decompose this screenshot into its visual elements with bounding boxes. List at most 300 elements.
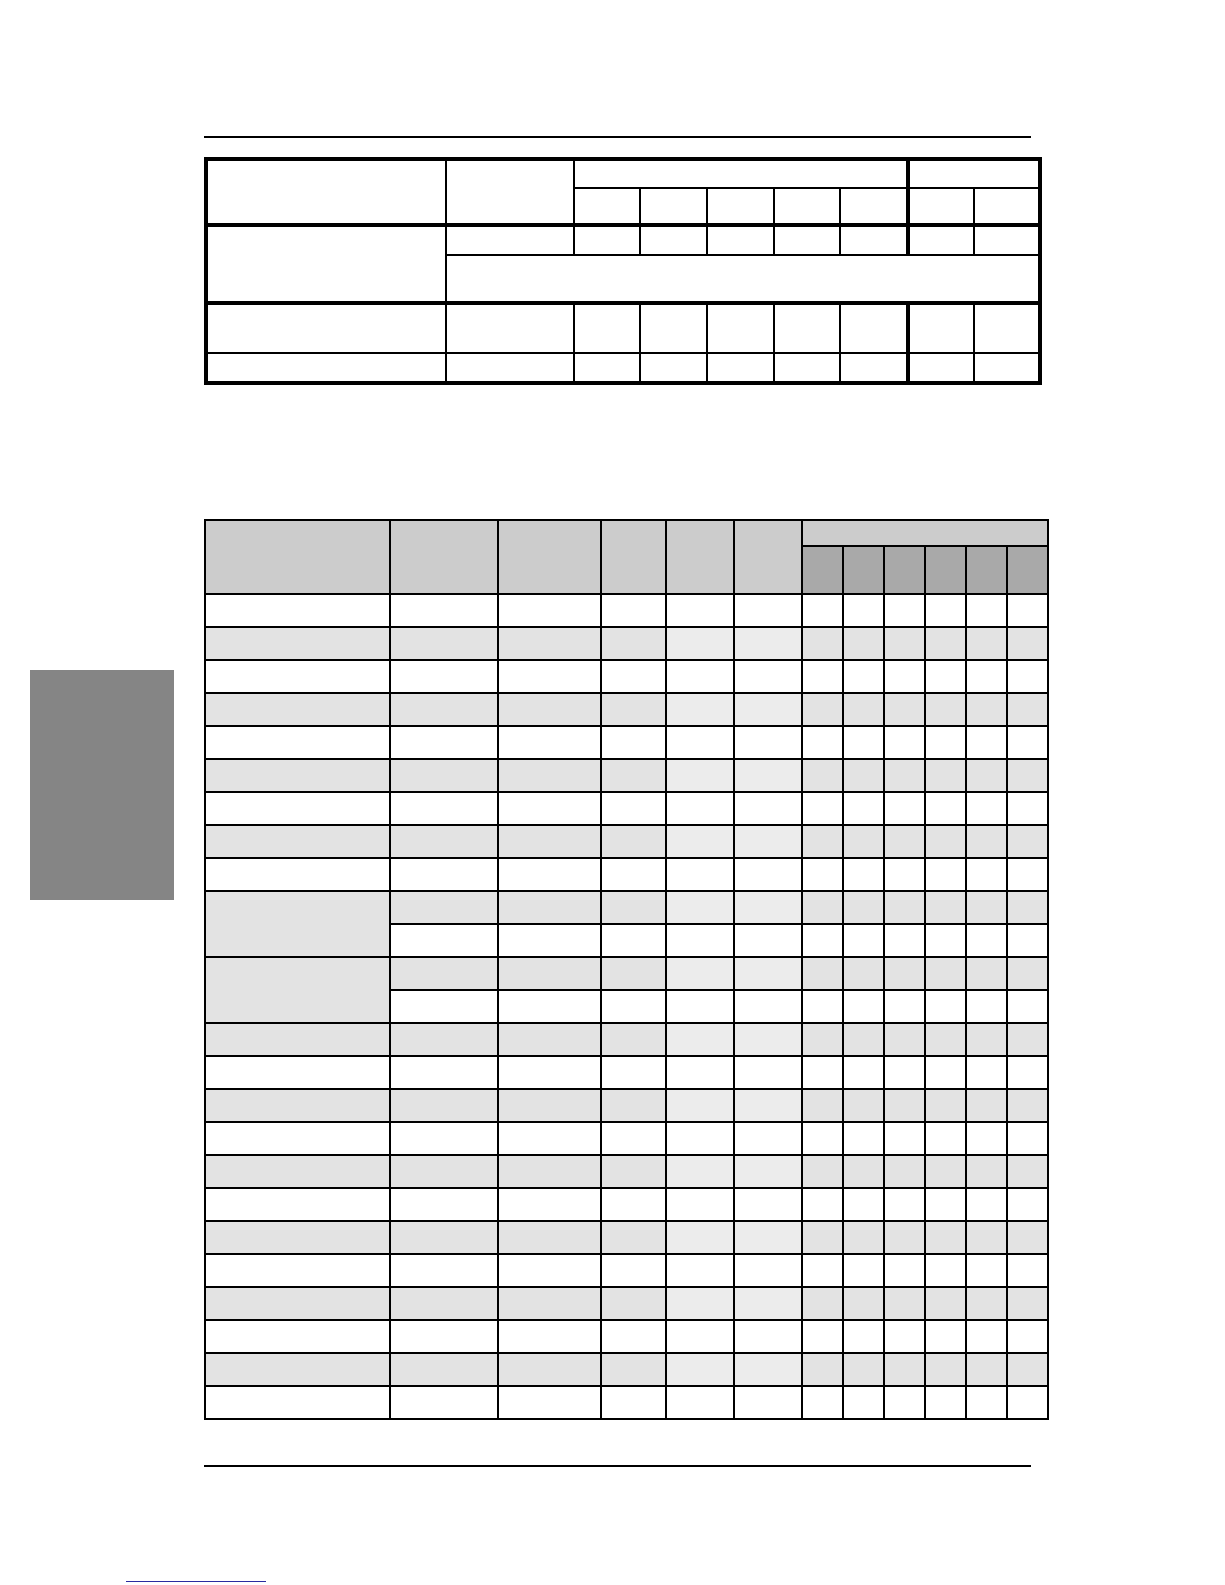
table-row <box>205 1353 1048 1386</box>
table-cell <box>884 1386 925 1419</box>
table-cell <box>843 957 884 990</box>
table-cell <box>390 792 498 825</box>
table-cell <box>1007 1254 1048 1287</box>
table-cell <box>925 1287 966 1320</box>
summary-row-label <box>206 353 446 383</box>
table-cell <box>966 759 1007 792</box>
table-cell <box>498 759 601 792</box>
summary-cell <box>707 303 774 353</box>
table-cell <box>802 825 843 858</box>
table-cell <box>843 1287 884 1320</box>
summary-cell <box>446 303 574 353</box>
table-cell <box>498 1155 601 1188</box>
table-cell <box>966 792 1007 825</box>
table-cell <box>390 891 498 924</box>
table-cell <box>666 957 734 990</box>
summary-subheader <box>974 188 1040 225</box>
table-cell <box>843 924 884 957</box>
table-cell <box>1007 1089 1048 1122</box>
table-cell <box>884 924 925 957</box>
detail-subheader <box>1007 546 1048 594</box>
table-cell <box>498 1254 601 1287</box>
table-cell <box>966 1320 1007 1353</box>
table-row <box>205 858 1048 891</box>
table-cell <box>966 660 1007 693</box>
table-cell <box>601 693 666 726</box>
summary-cell <box>774 225 840 255</box>
table-cell <box>925 1155 966 1188</box>
row-label <box>205 594 390 627</box>
summary-cell <box>446 353 574 383</box>
row-label <box>205 792 390 825</box>
table-cell <box>802 594 843 627</box>
table-cell <box>1007 594 1048 627</box>
table-cell <box>1007 1056 1048 1089</box>
table-cell <box>601 759 666 792</box>
table-cell <box>734 627 802 660</box>
summary-cell <box>840 225 908 255</box>
table-cell <box>843 825 884 858</box>
table-cell <box>666 1188 734 1221</box>
table-cell <box>390 957 498 990</box>
table-cell <box>802 792 843 825</box>
table-cell <box>1007 627 1048 660</box>
table-cell <box>966 1089 1007 1122</box>
table-row <box>205 1122 1048 1155</box>
table-cell <box>925 1254 966 1287</box>
table-cell <box>884 792 925 825</box>
table-cell <box>734 891 802 924</box>
table-cell <box>843 858 884 891</box>
table-cell <box>925 759 966 792</box>
table-cell <box>925 660 966 693</box>
table-cell <box>802 1056 843 1089</box>
table-row <box>205 825 1048 858</box>
table-cell <box>601 858 666 891</box>
row-label <box>205 1221 390 1254</box>
table-cell <box>601 792 666 825</box>
row-label <box>205 726 390 759</box>
table-row <box>205 1320 1048 1353</box>
table-cell <box>734 726 802 759</box>
summary-subheader <box>840 188 908 225</box>
row-label <box>205 1056 390 1089</box>
table-cell <box>925 1221 966 1254</box>
table-cell <box>498 1353 601 1386</box>
table-cell <box>843 1023 884 1056</box>
summary-header-group-a <box>574 159 908 188</box>
summary-cell <box>774 353 840 383</box>
table-cell <box>601 1221 666 1254</box>
table-cell <box>925 594 966 627</box>
table-cell <box>925 1320 966 1353</box>
summary-row-label <box>206 225 446 303</box>
table-cell <box>966 1188 1007 1221</box>
table-cell <box>884 693 925 726</box>
table-cell <box>884 1155 925 1188</box>
table-cell <box>498 693 601 726</box>
summary-cell <box>446 225 574 255</box>
table-cell <box>966 990 1007 1023</box>
summary-note <box>446 255 1040 303</box>
table-row <box>205 660 1048 693</box>
table-cell <box>966 1386 1007 1419</box>
summary-cell <box>840 303 908 353</box>
detail-header-col <box>390 520 498 594</box>
summary-cell <box>908 353 974 383</box>
table-cell <box>1007 957 1048 990</box>
table-cell <box>601 957 666 990</box>
table-cell <box>884 627 925 660</box>
table-cell <box>390 1320 498 1353</box>
table-cell <box>601 825 666 858</box>
table-row <box>205 759 1048 792</box>
table-cell <box>390 594 498 627</box>
table-cell <box>884 1023 925 1056</box>
row-label <box>205 693 390 726</box>
table-cell <box>802 1353 843 1386</box>
summary-subheader <box>640 188 707 225</box>
table-cell <box>390 1386 498 1419</box>
table-cell <box>925 1089 966 1122</box>
summary-cell <box>840 353 908 383</box>
table-cell <box>802 990 843 1023</box>
table-cell <box>601 1188 666 1221</box>
table-cell <box>498 858 601 891</box>
table-row <box>205 891 1048 924</box>
table-cell <box>802 1287 843 1320</box>
table-cell <box>666 759 734 792</box>
row-label <box>205 1287 390 1320</box>
table-cell <box>925 1386 966 1419</box>
table-cell <box>884 726 925 759</box>
table-cell <box>802 693 843 726</box>
table-cell <box>666 627 734 660</box>
table-cell <box>802 1386 843 1419</box>
table-cell <box>601 594 666 627</box>
table-cell <box>802 1155 843 1188</box>
summary-cell <box>974 303 1040 353</box>
table-cell <box>884 825 925 858</box>
table-cell <box>925 1188 966 1221</box>
table-cell <box>1007 660 1048 693</box>
table-cell <box>925 1122 966 1155</box>
table-cell <box>925 627 966 660</box>
table-cell <box>884 1254 925 1287</box>
table-cell <box>734 1386 802 1419</box>
table-cell <box>390 726 498 759</box>
summary-row-label <box>206 303 446 353</box>
table-cell <box>966 1221 1007 1254</box>
detail-header-col <box>205 520 390 594</box>
table-cell <box>884 1188 925 1221</box>
table-cell <box>666 1386 734 1419</box>
row-label <box>205 957 390 1023</box>
row-label <box>205 1188 390 1221</box>
table-cell <box>802 759 843 792</box>
table-cell <box>666 594 734 627</box>
table-cell <box>390 1287 498 1320</box>
summary-subheader <box>574 188 640 225</box>
table-cell <box>1007 990 1048 1023</box>
table-cell <box>666 792 734 825</box>
row-label <box>205 1023 390 1056</box>
table-cell <box>390 1221 498 1254</box>
table-cell <box>666 1089 734 1122</box>
table-cell <box>601 990 666 1023</box>
table-cell <box>884 990 925 1023</box>
table-cell <box>884 1287 925 1320</box>
table-row <box>205 792 1048 825</box>
row-label <box>205 1353 390 1386</box>
table-cell <box>884 858 925 891</box>
table-cell <box>666 891 734 924</box>
table-cell <box>601 1287 666 1320</box>
table-cell <box>390 693 498 726</box>
table-cell <box>925 726 966 759</box>
summary-header-col1 <box>206 159 446 225</box>
table-cell <box>498 792 601 825</box>
table-cell <box>925 924 966 957</box>
table-cell <box>498 1188 601 1221</box>
table-cell <box>601 726 666 759</box>
table-cell <box>390 1155 498 1188</box>
table-row <box>205 1188 1048 1221</box>
table-cell <box>1007 1188 1048 1221</box>
table-cell <box>390 1122 498 1155</box>
table-cell <box>666 1023 734 1056</box>
table-cell <box>843 1122 884 1155</box>
row-label <box>205 1122 390 1155</box>
table-cell <box>666 924 734 957</box>
table-row <box>205 1089 1048 1122</box>
detail-header-col <box>734 520 802 594</box>
table-cell <box>802 1089 843 1122</box>
table-cell <box>601 1353 666 1386</box>
detail-subheader <box>802 546 843 594</box>
table-row <box>205 594 1048 627</box>
side-tab <box>30 670 174 900</box>
table-cell <box>802 1221 843 1254</box>
table-cell <box>884 891 925 924</box>
table-cell <box>734 1089 802 1122</box>
table-row <box>205 627 1048 660</box>
detail-header-group <box>802 520 1048 546</box>
table-cell <box>1007 891 1048 924</box>
table-cell <box>843 1386 884 1419</box>
row-label <box>205 825 390 858</box>
summary-subheader <box>774 188 840 225</box>
table-cell <box>802 660 843 693</box>
table-cell <box>1007 1320 1048 1353</box>
table-cell <box>843 594 884 627</box>
table-cell <box>1007 726 1048 759</box>
footer-rule <box>204 1465 1031 1467</box>
table-cell <box>966 594 1007 627</box>
table-cell <box>601 660 666 693</box>
footer-link-underline[interactable] <box>126 1581 266 1582</box>
table-cell <box>966 1122 1007 1155</box>
table-cell <box>734 1320 802 1353</box>
table-cell <box>966 1353 1007 1386</box>
table-cell <box>666 660 734 693</box>
table-cell <box>498 726 601 759</box>
table-cell <box>666 1221 734 1254</box>
row-label <box>205 1320 390 1353</box>
table-cell <box>601 1023 666 1056</box>
row-label <box>205 660 390 693</box>
table-cell <box>843 1089 884 1122</box>
table-cell <box>498 990 601 1023</box>
table-cell <box>843 1188 884 1221</box>
table-cell <box>498 1320 601 1353</box>
summary-cell <box>640 353 707 383</box>
row-label <box>205 1386 390 1419</box>
table-cell <box>666 1122 734 1155</box>
table-cell <box>734 1221 802 1254</box>
detail-subheader <box>925 546 966 594</box>
table-cell <box>390 924 498 957</box>
detail-header-col <box>666 520 734 594</box>
table-cell <box>734 1155 802 1188</box>
table-cell <box>884 594 925 627</box>
table-row <box>205 1254 1048 1287</box>
table-cell <box>601 1155 666 1188</box>
table-cell <box>498 1386 601 1419</box>
table-cell <box>498 594 601 627</box>
header-rule <box>204 136 1031 138</box>
summary-cell <box>774 303 840 353</box>
table-cell <box>498 1221 601 1254</box>
table-cell <box>802 924 843 957</box>
table-cell <box>390 660 498 693</box>
table-cell <box>925 891 966 924</box>
table-cell <box>966 726 1007 759</box>
table-cell <box>802 1023 843 1056</box>
detail-header-col <box>498 520 601 594</box>
table-cell <box>966 1155 1007 1188</box>
table-cell <box>734 759 802 792</box>
table-cell <box>390 858 498 891</box>
summary-cell <box>974 353 1040 383</box>
table-cell <box>390 990 498 1023</box>
table-cell <box>390 1089 498 1122</box>
table-cell <box>390 627 498 660</box>
table-cell <box>734 858 802 891</box>
table-cell <box>666 1320 734 1353</box>
summary-cell <box>707 353 774 383</box>
table-cell <box>734 1023 802 1056</box>
table-cell <box>601 1122 666 1155</box>
table-cell <box>802 957 843 990</box>
table-cell <box>390 1353 498 1386</box>
table-cell <box>498 1287 601 1320</box>
table-cell <box>498 1122 601 1155</box>
row-label <box>205 1155 390 1188</box>
table-cell <box>966 858 1007 891</box>
row-label <box>205 1254 390 1287</box>
table-cell <box>843 693 884 726</box>
table-cell <box>734 990 802 1023</box>
row-label <box>205 759 390 792</box>
table-cell <box>966 1287 1007 1320</box>
table-cell <box>601 1386 666 1419</box>
table-cell <box>1007 1221 1048 1254</box>
table-cell <box>734 825 802 858</box>
table-cell <box>1007 759 1048 792</box>
table-cell <box>884 660 925 693</box>
table-cell <box>802 1254 843 1287</box>
table-cell <box>802 858 843 891</box>
table-cell <box>925 792 966 825</box>
table-row <box>205 693 1048 726</box>
table-cell <box>925 990 966 1023</box>
summary-table <box>204 157 1042 385</box>
summary-cell <box>640 303 707 353</box>
table-cell <box>666 990 734 1023</box>
summary-cell <box>707 225 774 255</box>
table-cell <box>734 792 802 825</box>
table-cell <box>802 891 843 924</box>
table-cell <box>734 1287 802 1320</box>
table-cell <box>966 627 1007 660</box>
row-label <box>205 627 390 660</box>
table-row <box>205 1287 1048 1320</box>
table-cell <box>601 924 666 957</box>
table-cell <box>498 1089 601 1122</box>
summary-header-col2 <box>446 159 574 225</box>
table-cell <box>1007 858 1048 891</box>
table-cell <box>390 825 498 858</box>
table-cell <box>966 1023 1007 1056</box>
table-cell <box>1007 1122 1048 1155</box>
table-row <box>205 957 1048 990</box>
table-row <box>205 1155 1048 1188</box>
table-cell <box>666 726 734 759</box>
summary-cell <box>974 225 1040 255</box>
table-cell <box>498 891 601 924</box>
summary-cell <box>640 225 707 255</box>
table-cell <box>666 1287 734 1320</box>
table-cell <box>802 627 843 660</box>
table-cell <box>734 1188 802 1221</box>
table-cell <box>925 693 966 726</box>
summary-cell <box>908 225 974 255</box>
table-row <box>205 726 1048 759</box>
table-cell <box>390 1056 498 1089</box>
table-cell <box>498 1023 601 1056</box>
table-cell <box>925 858 966 891</box>
table-cell <box>1007 792 1048 825</box>
table-cell <box>498 825 601 858</box>
table-cell <box>734 1122 802 1155</box>
table-cell <box>601 1320 666 1353</box>
table-cell <box>734 660 802 693</box>
row-label <box>205 891 390 957</box>
detail-subheader <box>966 546 1007 594</box>
table-cell <box>666 693 734 726</box>
table-cell <box>802 1188 843 1221</box>
table-cell <box>1007 1353 1048 1386</box>
table-cell <box>601 1056 666 1089</box>
table-cell <box>498 1056 601 1089</box>
table-cell <box>884 1353 925 1386</box>
table-cell <box>390 1188 498 1221</box>
row-label <box>205 858 390 891</box>
detail-subheader <box>884 546 925 594</box>
summary-cell <box>574 303 640 353</box>
table-cell <box>843 1254 884 1287</box>
